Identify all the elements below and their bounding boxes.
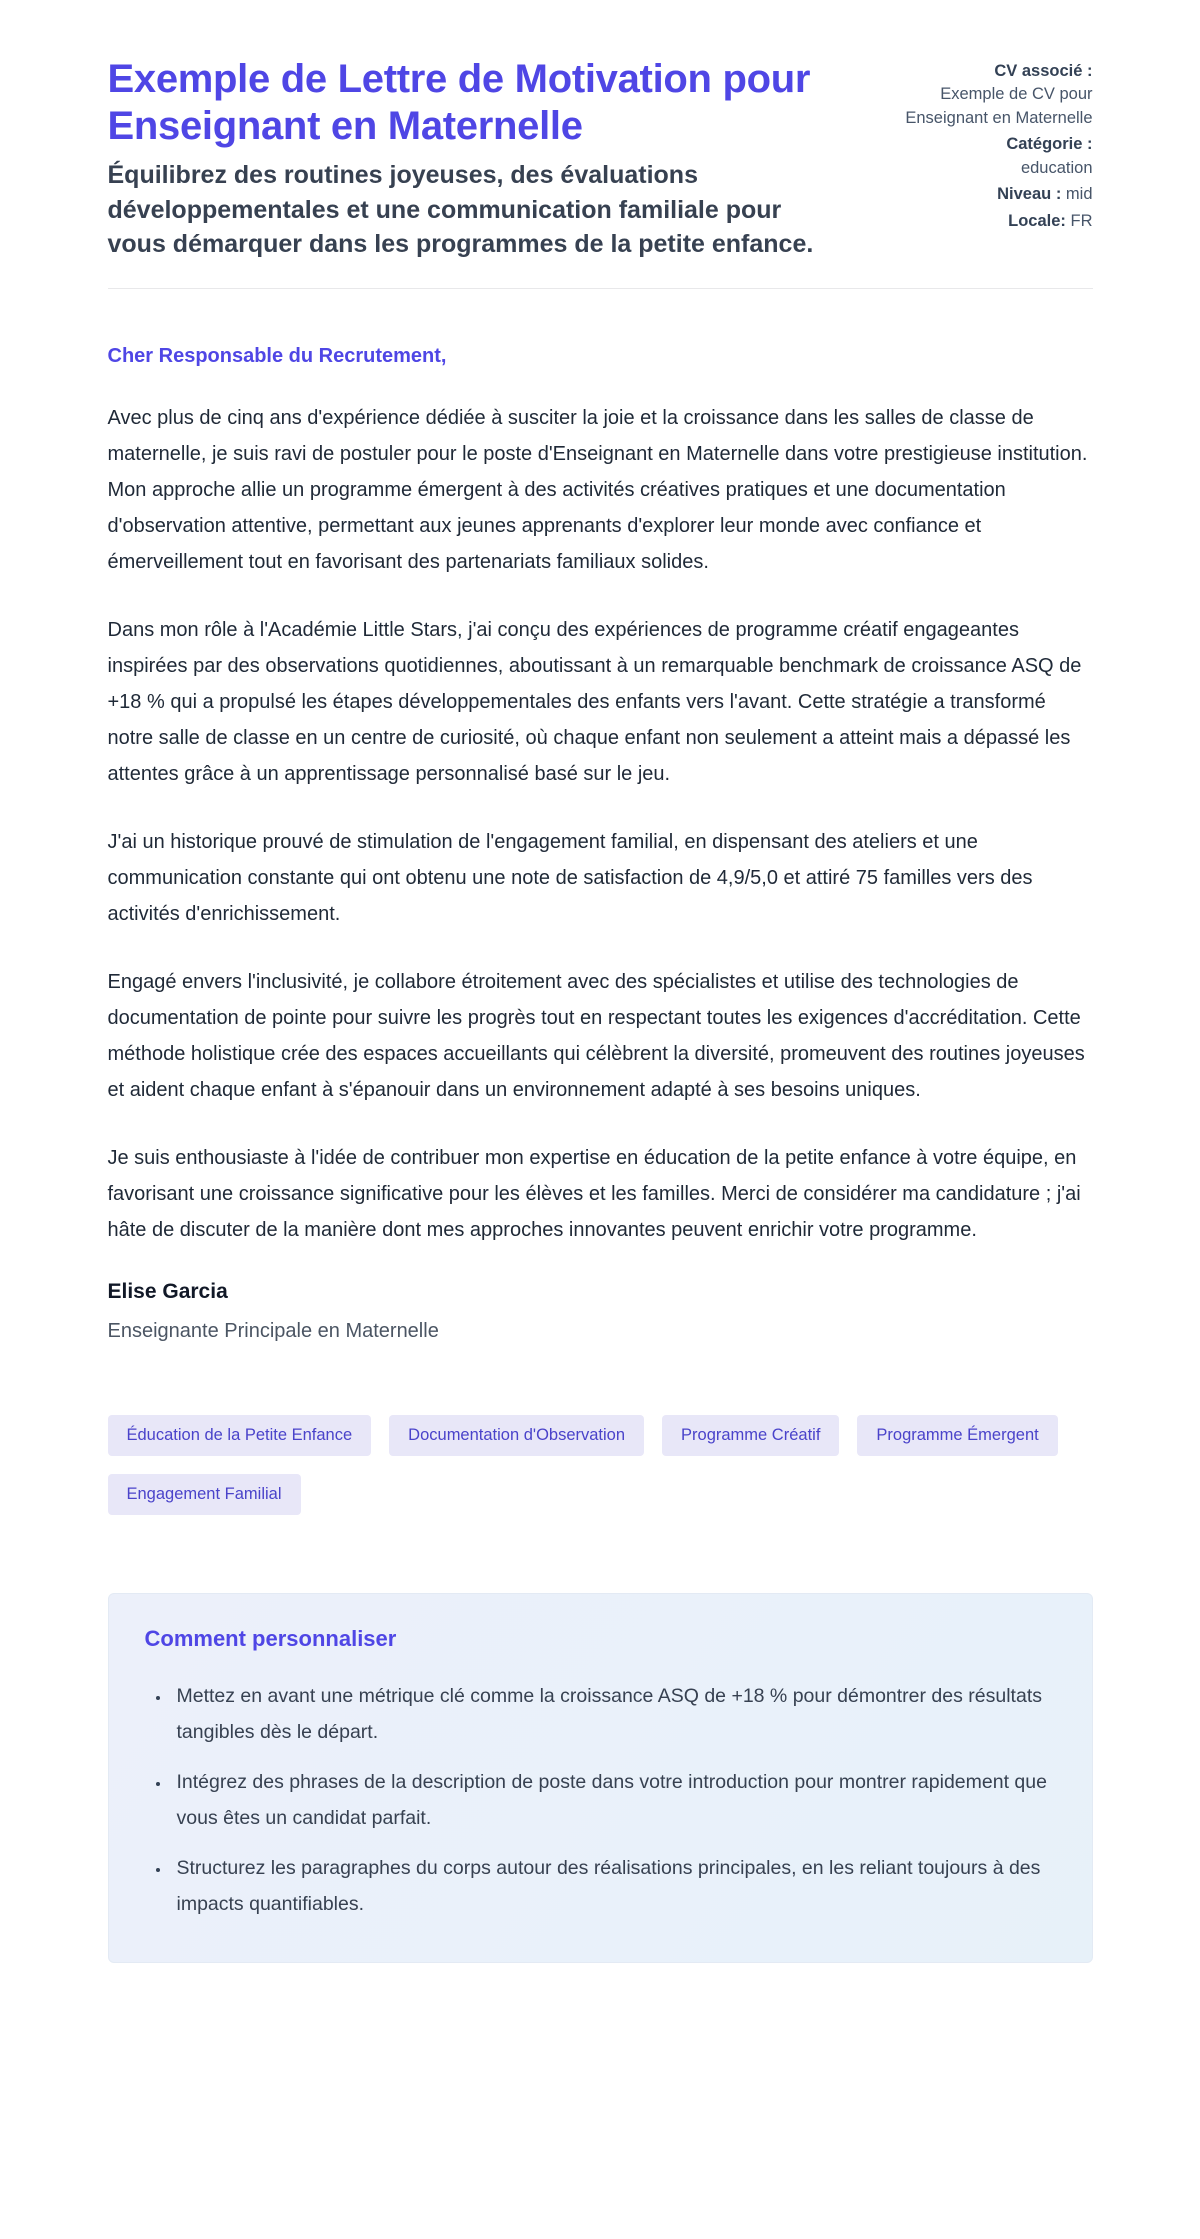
letter-paragraph-2: Dans mon rôle à l'Académie Little Stars, j'ai conçu des expériences de programme créatif engageantes inspirées par des observations quotidiennes, aboutissant à un remarquable benchmark de croissance ASQ de +18 % qui a propulsé les étapes développementales des enfants vers l'avant. Cette stratégie a transformé notre salle de classe en un centre de curiosité, où chaque enfant non seulement a atteint mais a dépassé les attentes grâce à un apprentissage personnalisé basé sur le jeu. <box>107 618 1082 785</box>
page-title: Exemple de Lettre de Motivation pour Enseignant en Maternelle <box>107 57 811 149</box>
salutation: Cher Responsable du Recrutement, <box>107 344 447 367</box>
tips-list <box>145 1678 1056 1922</box>
meta-row-locale <box>881 210 1093 233</box>
signature-block <box>108 1280 1093 1343</box>
letter-paragraph-3: J'ai un historique prouvé de stimulation de l'engagement familial, en dispensant des ateliers et une communication constante qui ont obtenu une note de satisfaction de 4,9/5,0 et attiré 75 familles vers des activités d'enrichissement. <box>107 830 1033 925</box>
meta-label: Locale: <box>1008 211 1066 230</box>
meta-label: Catégorie : <box>1006 135 1093 154</box>
letter-paragraph-4: Engagé envers l'inclusivité, je collabore étroitement avec des spécialistes et utilise des technologies de documentation de pointe pour suivre les progrès tout en respectant toutes les exigences d'accréditation. Cette méthode holistique crée des espaces accueillants qui célèbrent la diversité, promeuvent des routines joyeuses et aident chaque enfant à s'épanouir dans un environnement adapté à ses besoins uniques. <box>107 970 1085 1101</box>
meta-value: education <box>1020 158 1093 177</box>
meta-panel <box>881 56 1093 236</box>
meta-value: FR <box>1070 211 1093 230</box>
tip-item-1: • Mettez en avant une métrique clé comme la croissance ASQ de +18 % pour démontrer des résultats tangibles dès le départ. <box>171 1678 1056 1750</box>
meta-row-niveau <box>881 183 1093 206</box>
tag-programme-emergent: Programme Émergent <box>857 1415 1057 1456</box>
page-subtitle: Équilibrez des routines joyeuses, des évaluations développementales et une communication familiale pour vous démarquer dans les programmes de la petite enfance. <box>107 161 814 259</box>
divider <box>108 288 1093 289</box>
meta-value: mid <box>1065 185 1093 204</box>
tag-list <box>108 1415 1093 1515</box>
meta-row-cv-associe <box>881 60 1093 130</box>
signature-role: Enseignante Principale en Maternelle <box>107 1319 439 1342</box>
tips-box <box>108 1593 1093 1963</box>
tips-title: Comment personnaliser <box>144 1625 397 1651</box>
signature-name: Elise Garcia <box>107 1279 228 1303</box>
tip-item-3: • Structurez les paragraphes du corps autour des réalisations principales, en les reliant toujours à des impacts quantifiables. <box>171 1850 1056 1922</box>
tag-programme-creatif: Programme Créatif <box>662 1415 839 1456</box>
header-title-block <box>108 56 843 262</box>
header <box>108 56 1093 262</box>
meta-label: Niveau : <box>997 185 1062 204</box>
letter-paragraph-1: Avec plus de cinq ans d'expérience dédiée à susciter la joie et la croissance dans les salles de classe de maternelle, je suis ravi de postuler pour le poste d'Enseignant en Maternelle dans votre prestigieuse institution. Mon approche allie un programme émergent à des activités créatives pratiques et une documentation d'observation attentive, permettant aux jeunes apprenants d'explorer leur monde avec confiance et émerveillement tout en favorisant des partenariats familiaux solides. <box>107 406 1088 573</box>
tag-engagement-familial: Engagement Familial <box>108 1474 301 1515</box>
letter-body <box>108 345 1093 1343</box>
tip-item-2: • Intégrez des phrases de la description de poste dans votre introduction pour montrer rapidement que vous êtes un candidat parfait. <box>171 1764 1056 1836</box>
meta-label: CV associé : <box>994 62 1093 80</box>
meta-row-categorie <box>881 133 1093 180</box>
tag-documentation-d-observation: Documentation d'Observation <box>389 1415 644 1456</box>
meta-value: Exemple de CV pour Enseignant en Maternelle <box>905 85 1093 127</box>
page-container <box>108 0 1093 1973</box>
tag-education-de-la-petite-enfance: Éducation de la Petite Enfance <box>108 1415 372 1456</box>
letter-paragraph-5: Je suis enthousiaste à l'idée de contribuer mon expertise en éducation de la petite enfance à votre équipe, en favorisant une croissance significative pour les élèves et les familles. Merci de considérer ma candidature ; j'ai hâte de discuter de la manière dont mes approches innovantes peuvent enrichir votre programme. <box>107 1146 1081 1241</box>
